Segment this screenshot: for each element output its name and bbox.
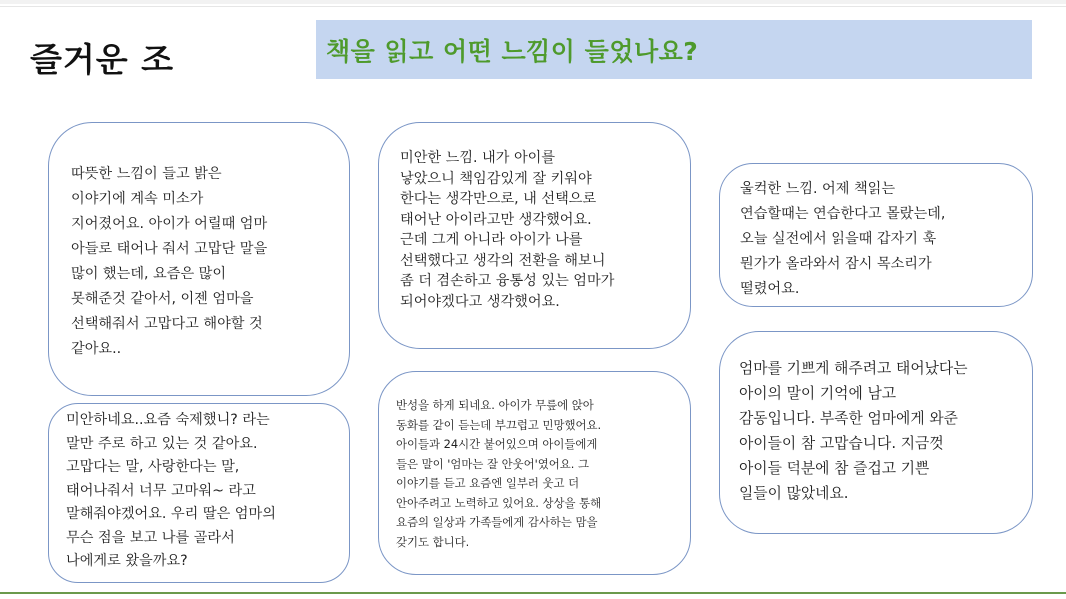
question-banner xyxy=(316,20,1032,79)
response-note-4 xyxy=(378,371,691,575)
response-note-6 xyxy=(719,331,1033,534)
question-text: 책을 읽고 어떤 느낌이 들었나요? xyxy=(326,37,699,66)
response-note-5 xyxy=(719,163,1033,307)
bottom-divider xyxy=(0,592,1066,599)
response-note-1 xyxy=(48,122,350,396)
note-text-2: 미안하네요..요즘 숙제했니? 라는 말만 주로 하고 있는 것 같아요. 고맙다는 말, 사랑한다는 말, 태어나줘서 너무 고마워~ 라고 말해줘야겠어요. 우리 딸은 엄마의 무슨 점을 보고 나를 골라서 나에게로 왔을까요? xyxy=(66,412,276,569)
note-text-5: 울컥한 느낌. 어제 책읽는 연습할때는 연습한다고 몰랐는데, 오늘 실전에서 읽을때 갑자기 훅 뭔가가 올라와서 잠시 목소리가 떨렸어요. xyxy=(740,181,946,297)
top-divider xyxy=(0,0,1066,4)
note-text-4: 반성을 하게 되네요. 아이가 무릎에 앉아 동화를 같이 듣는데 부끄럽고 민망했어요. 아이들과 24시간 붙어있으며 아이들에게 들은 말이 '엄마는 잘 안웃어'였어요. 그 이야기를 듣고 요즘엔 일부러 웃고 더 안아주려고 노력하고 있어요. 상상을 통해 요즘의 일상과 가족들에게 감사하는 맘을 갖기도 합니다. xyxy=(396,398,602,549)
note-text-6: 엄마를 기쁘게 해주려고 태어났다는 아이의 말이 기억에 남고 감동입니다. 부족한 엄마에게 와준 아이들이 참 고맙습니다. 지금껏 아이들 덕분에 참 즐겁고 기쁜 일들이 많았네요. xyxy=(739,360,968,502)
response-note-2 xyxy=(48,403,350,583)
team-title: 즐거운 조 xyxy=(30,40,175,79)
note-text-1: 따뜻한 느낌이 들고 밝은 이야기에 계속 미소가 지어졌어요. 아이가 어릴때 엄마 아들로 태어나 줘서 고맙단 말을 많이 했는데, 요즘은 많이 못해준것 같아서, 이젠 엄마을 선택해줘서 고맙다고 해야할 것 같아요.. xyxy=(71,166,268,357)
note-text-3: 미안한 느낌. 내가 아이를 낳았으니 책임감있게 잘 키워야 한다는 생각만으로, 내 선택으로 태어난 아이라고만 생각했어요. 근데 그게 아니라 아이가 나를 선택했다고 생각의 전환을 해보니 좀 더 겸손하고 융통성 있는 엄마가 되어야겠다고 생각했어요. xyxy=(400,150,615,310)
response-note-3 xyxy=(378,122,691,349)
